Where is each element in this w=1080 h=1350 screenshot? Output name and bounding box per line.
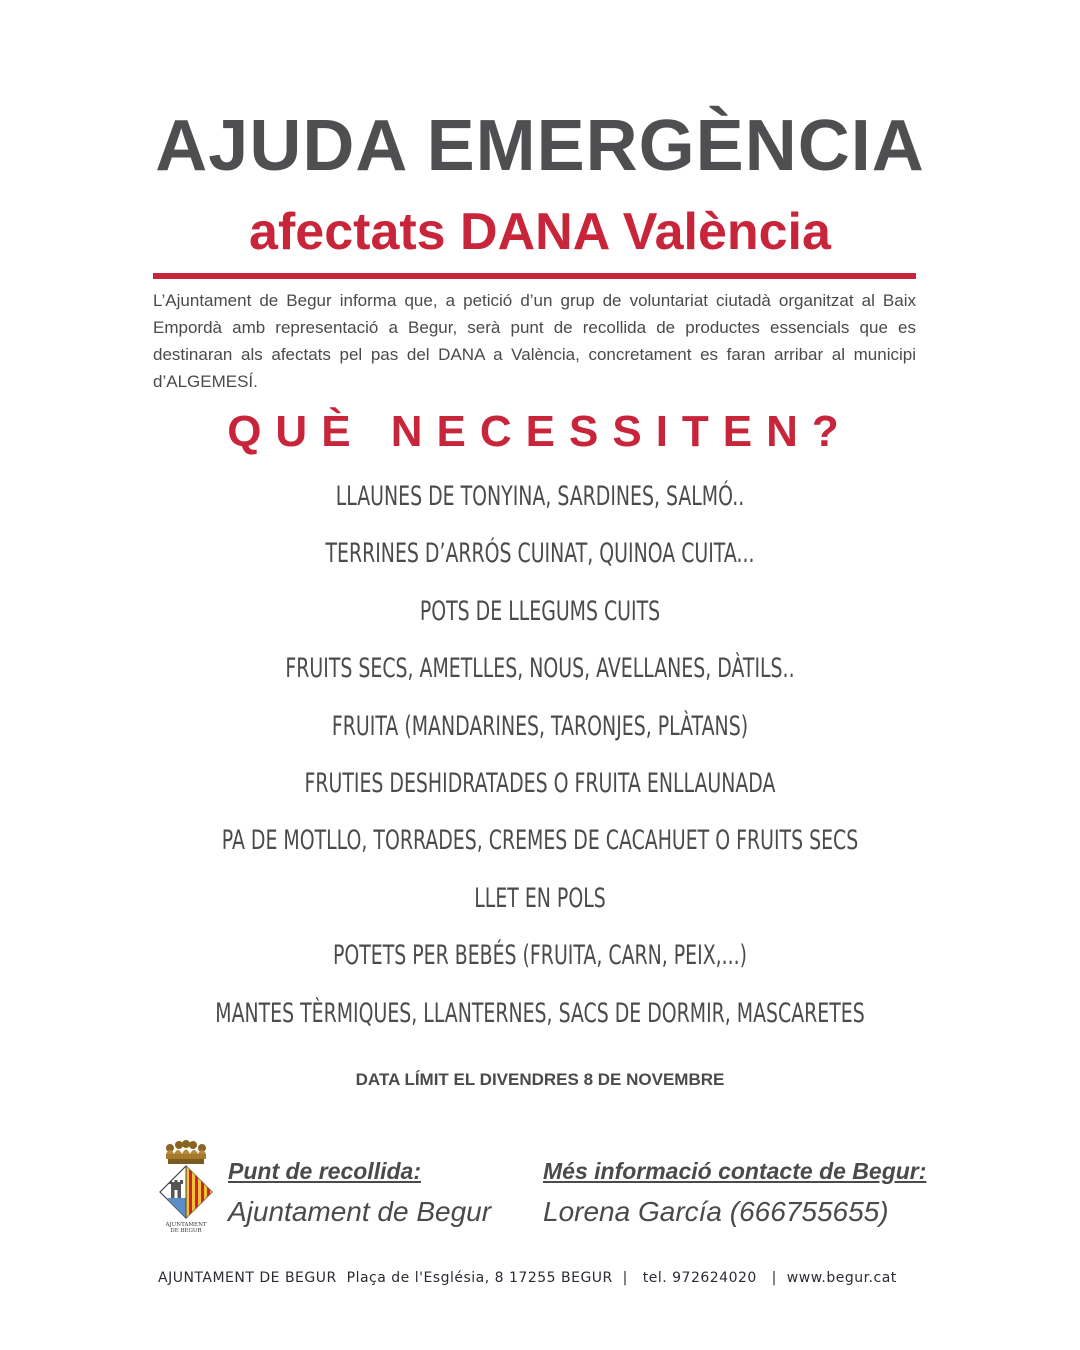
footer-org: AJUNTAMENT DE BEGUR (158, 1270, 337, 1286)
crown-icon (166, 1140, 206, 1164)
list-item: FRUITS SECS, AMETLLES, NOUS, AVELLANES, DÀTILS.. (285, 653, 795, 685)
list-item: FRUTIES DESHIDRATADES O FRUITA ENLLAUNADA (304, 767, 776, 799)
footer-separator: | (761, 1270, 782, 1286)
title-divider (153, 273, 916, 279)
contact-value: Lorena García (666755655) (543, 1196, 889, 1227)
begur-coat-of-arms-icon (158, 1136, 214, 1234)
footer-phone: tel. 972624020 (642, 1270, 757, 1286)
footer (158, 1270, 938, 1286)
list-item: LLET EN POLS (474, 882, 606, 914)
list-item: LLAUNES DE TONYINA, SARDINES, SALMÓ.. (335, 481, 745, 512)
deadline-text: DATA LÍMIT EL DIVENDRES 8 DE NOVEMBRE (355, 1070, 725, 1089)
shield-icon (160, 1166, 212, 1218)
poster-title: AJUDA EMERGÈNCIA (155, 106, 925, 186)
logo-caption-line1: AJUNTAMENT (165, 1222, 207, 1228)
list-item: PA DE MOTLLO, TORRADES, CREMES DE CACAHUET O FRUITS SECS (221, 825, 859, 857)
list-item: POTS DE LLEGUMS CUITS (419, 595, 661, 627)
list-item: TERRINES D’ARRÓS CUINAT, QUINOA CUITA... (325, 538, 755, 570)
list-item: POTETS PER BEBÉS (FRUITA, CARN, PEIX,...) (332, 940, 748, 972)
list-item: MANTES TÈRMIQUES, LLANTERNES, SACS DE DORMIR, MASCARETES (215, 997, 865, 1029)
contact-label: Més informació contacte de Begur: (543, 1158, 927, 1184)
list-item: FRUITA (MANDARINES, TARONJES, PLÀTANS) (331, 710, 749, 742)
needs-heading: QUÈ NECESSITEN? (227, 407, 853, 456)
footer-separator: | (617, 1270, 638, 1286)
footer-address: Plaça de l'Església, 8 17255 BEGUR (346, 1270, 613, 1286)
pickup-value: Ajuntament de Begur (228, 1196, 492, 1227)
poster-subtitle: afectats DANA València (249, 203, 831, 261)
needs-list (0, 468, 1080, 1042)
footer-web-link[interactable]: www.begur.cat (786, 1270, 897, 1286)
intro-paragraph: L’Ajuntament de Begur informa que, a petició d’un grup de voluntariat ciutadà organitzat al Baix Empordà amb representació a Begur, serà punt de recollida de productes essencials que es destinaran als afectats pel pas del DANA a València, concretament es faran arribar al municipi d’ALGEMESÍ. (153, 291, 916, 391)
pickup-label: Punt de recollida: (228, 1158, 421, 1184)
logo-caption-line2: DE BEGUR (170, 1228, 202, 1234)
